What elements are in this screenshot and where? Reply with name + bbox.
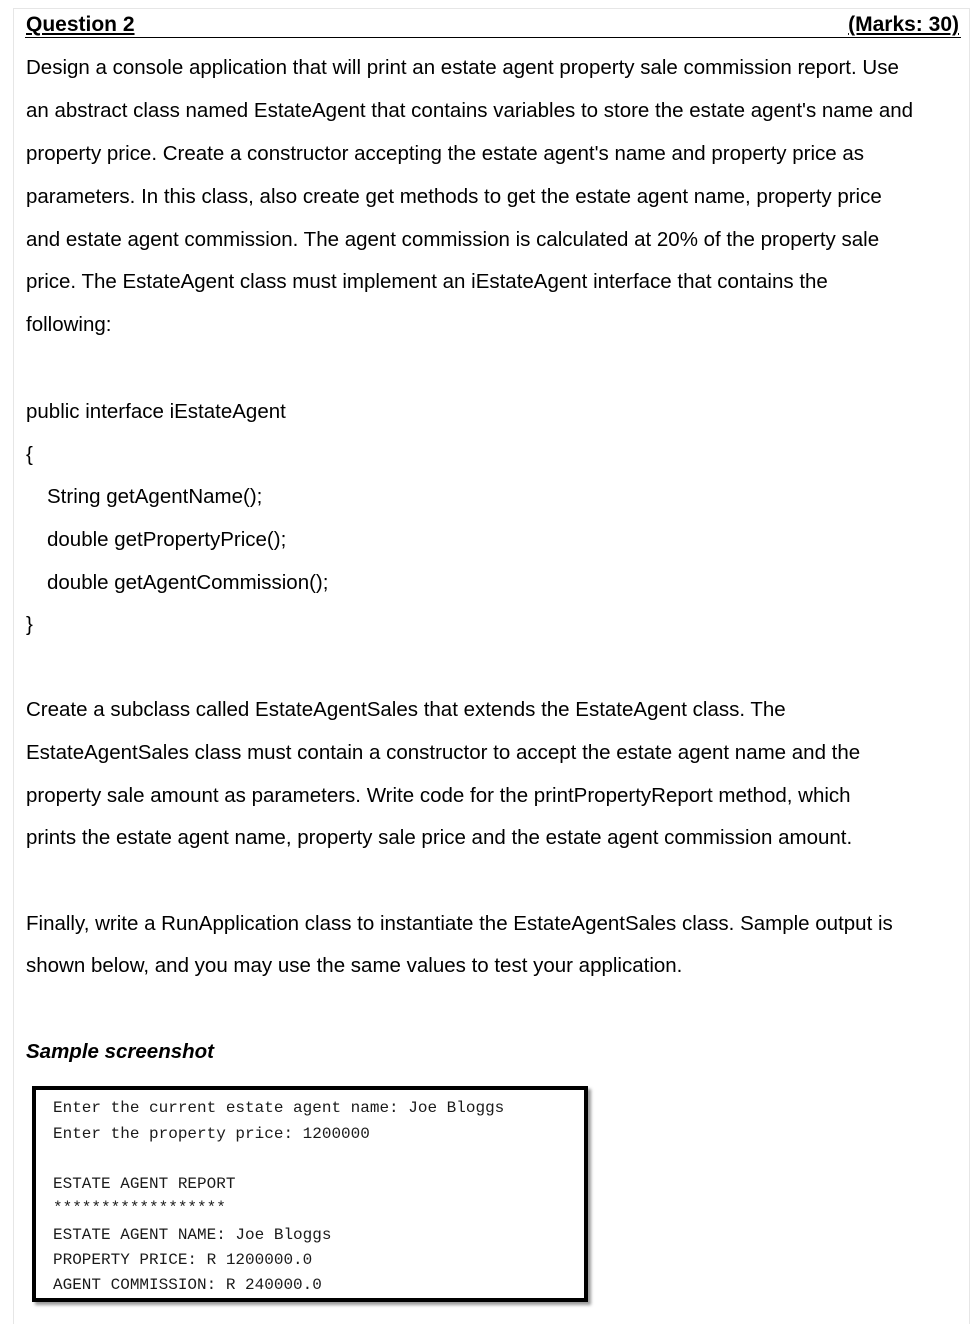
- subclass-line: prints the estate agent name, property sale price and the estate agent commission amount.: [26, 826, 853, 849]
- console-screenshot: [32, 1086, 588, 1302]
- intro-line: Design a console application that will print an estate agent property sale commission report. Use: [26, 56, 899, 79]
- intro-line: and estate agent commission. The agent commission is calculated at 20% of the property sale: [26, 228, 880, 251]
- interface-declaration: public interface iEstateAgent: [26, 400, 286, 423]
- intro-line: following:: [26, 313, 112, 336]
- intro-line: an abstract class named EstateAgent that contains variables to store the estate agent's name and: [26, 99, 914, 122]
- question-header: [25, 13, 961, 38]
- intro-line: parameters. In this class, also create get methods to get the estate agent name, property price: [26, 185, 882, 208]
- close-brace: }: [26, 613, 33, 636]
- interface-method: double getPropertyPrice();: [47, 528, 287, 551]
- console-property-price: PROPERTY PRICE: R 1200000.0: [53, 1251, 313, 1269]
- question-title: Question 2: [26, 13, 135, 36]
- interface-method: double getAgentCommission();: [47, 571, 329, 594]
- subclass-line: Create a subclass called EstateAgentSales that extends the EstateAgent class. The: [26, 698, 786, 721]
- interface-method: String getAgentName();: [47, 485, 263, 508]
- question-marks: (Marks: 30): [848, 13, 959, 36]
- finally-line: Finally, write a RunApplication class to instantiate the EstateAgentSales class. Sample output is: [26, 912, 893, 935]
- sample-screenshot-label: Sample screenshot: [26, 1040, 214, 1063]
- intro-line: price. The EstateAgent class must implement an iEstateAgent interface that contains the: [26, 270, 828, 293]
- console-agent-name: ESTATE AGENT NAME: Joe Bloggs: [53, 1226, 332, 1244]
- console-report-title: ESTATE AGENT REPORT: [53, 1175, 236, 1193]
- console-prompt-name: Enter the current estate agent name: Joe Bloggs: [53, 1099, 505, 1117]
- intro-line: property price. Create a constructor accepting the estate agent's name and property price as: [26, 142, 865, 165]
- subclass-line: property sale amount as parameters. Write code for the printPropertyReport method, which: [26, 784, 851, 807]
- subclass-line: EstateAgentSales class must contain a constructor to accept the estate agent name and the: [26, 741, 861, 764]
- console-agent-commission: AGENT COMMISSION: R 240000.0: [53, 1276, 322, 1294]
- console-separator: ******************: [53, 1199, 226, 1217]
- console-prompt-price: Enter the property price: 1200000: [53, 1125, 370, 1143]
- finally-line: shown below, and you may use the same values to test your application.: [26, 954, 683, 977]
- open-brace: {: [26, 443, 33, 466]
